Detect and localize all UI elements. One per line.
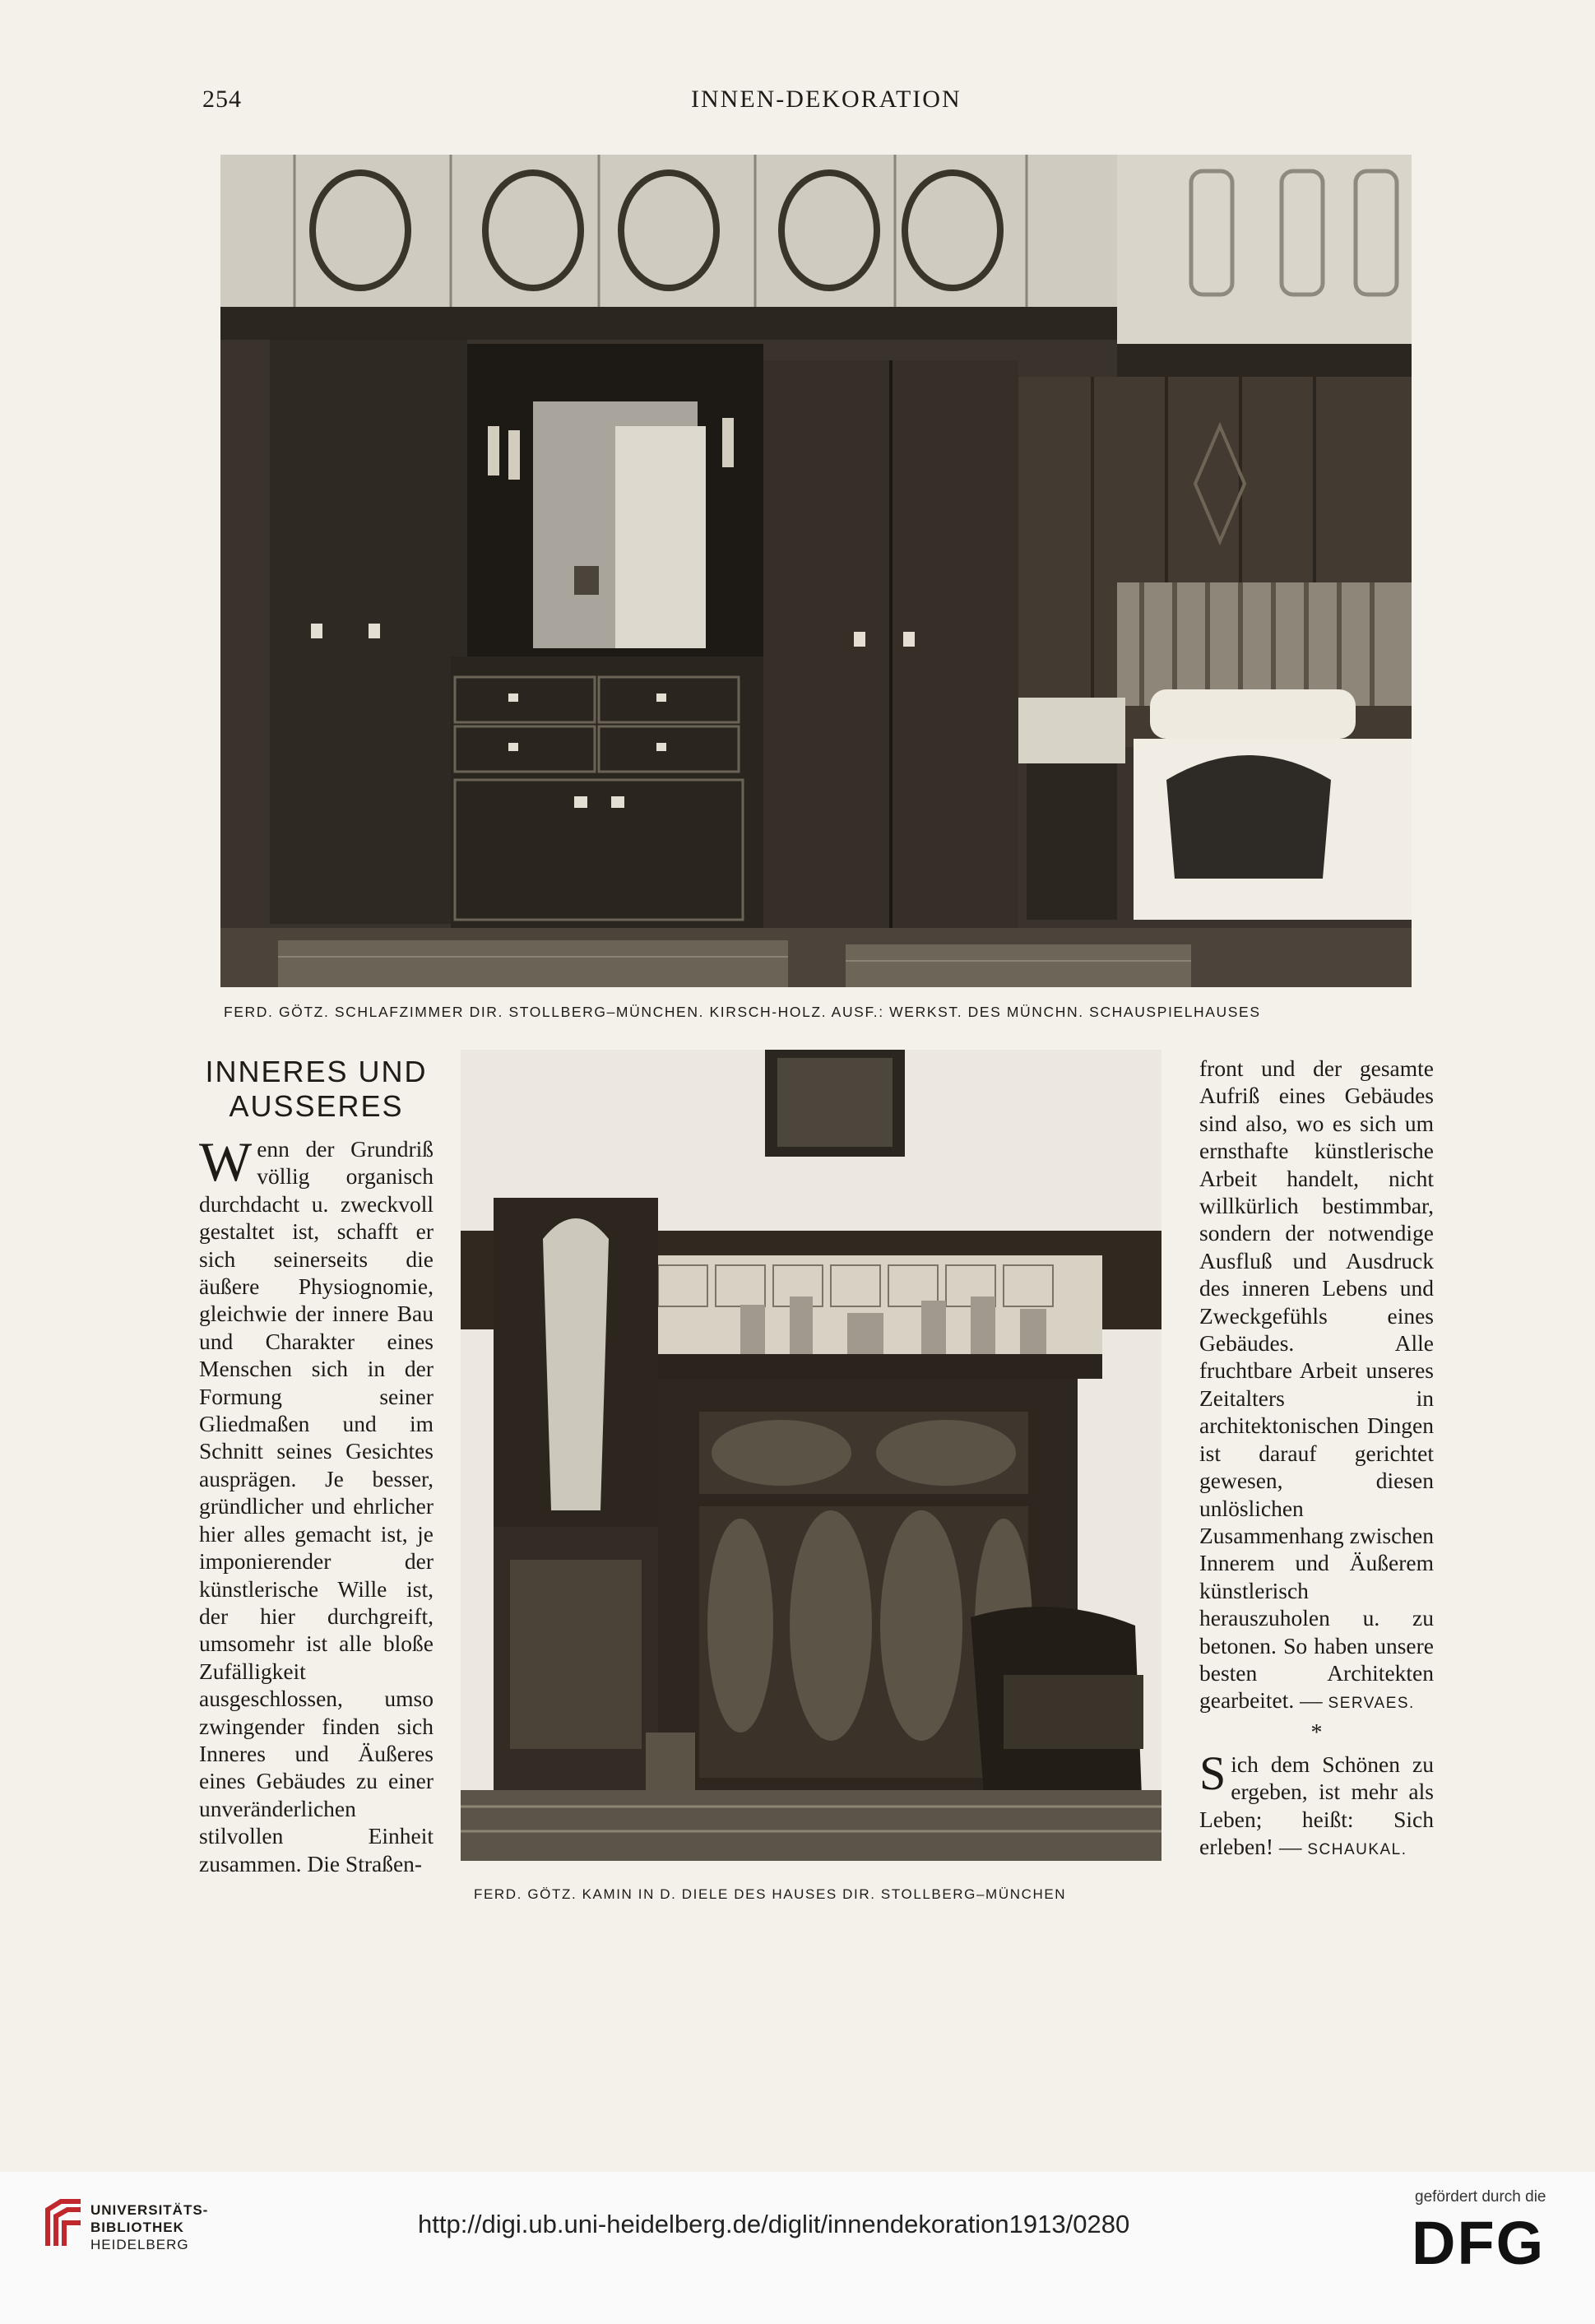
digitization-footer: [0, 2172, 1595, 2324]
figure-2-caption: FERD. GÖTZ. KAMIN IN D. DIELE DES HAUSES DIR. STOLLBERG–MÜNCHEN: [474, 1886, 1067, 1902]
right-body-text: front und der gesamte Aufriß eines Gebäudes sind also, wo es sich um ernsthafte künstlerische Arbeit handelt, nicht willkürlich bestimmbar, sondern der notwendige Ausfluß und Ausdruck des inneren Lebens und Zweckgefühls eines Gebäudes. Alle fruchtbare Arbeit unseres Zeitalters in architektonischen Dingen ist darauf gerichtet gewesen, diesen unlöslichen Zusammenhang zwischen Innerem und Äußerem künstlerisch herauszuholen u. zu betonen. So haben unsere besten Architekten gearbeitet. —: [1199, 1055, 1434, 1714]
bedroom-illustration: [220, 155, 1412, 987]
title-line-1: INNERES UND: [205, 1055, 428, 1088]
library-line-3: HEIDELBERG: [90, 2237, 189, 2252]
fireplace-photo: [461, 1050, 1161, 1861]
left-paragraph: [199, 1130, 434, 1877]
title-line-2: AUSSERES: [229, 1089, 404, 1123]
article-title: [199, 1055, 434, 1124]
library-name: [90, 2201, 208, 2253]
drop-cap-w: W: [199, 1130, 253, 1193]
section-separator: *: [1310, 1719, 1323, 1746]
right-column: [1199, 1055, 1434, 1863]
left-column: [199, 1055, 434, 1877]
source-url[interactable]: http://digi.ub.uni-heidelberg.de/diglit/innendekoration1913/0280: [418, 2210, 1130, 2238]
page-number: 254: [202, 86, 242, 113]
right-paragraph: [1199, 1055, 1434, 1718]
funding-note: gefördert durch die: [1415, 2188, 1546, 2206]
library-line-1: UNIVERSITÄTS-: [90, 2202, 209, 2218]
dfg-logo: DFG: [1412, 2209, 1546, 2277]
library-line-2: BIBLIOTHEK: [90, 2220, 184, 2235]
schaukal-signature: SCHAUKAL.: [1307, 1840, 1407, 1858]
bedroom-photo: [220, 155, 1412, 987]
left-body-text: enn der Grundriß völlig organisch durchdacht u. zweckvoll gestaltet ist, schafft er sich seinerseits die äußere Physiognomie, gleichwie der innere Bau und Charakter eines Menschen sich in der Formung seiner Gliedmaßen und im Schnitt seines Gesichtes ausprägen. Je besser, gründlicher und ehrlicher hier alles gemacht ist, je imponierender der künstlerische Wille ist, der hier durchgreift, umsomehr ist alle bloße Zufälligkeit ausgeschlossen, umso zwingender finden sich Inneres und Äußeres eines Gebäudes zu einer unveränderlichen stilvollen Einheit zusammen. Die Straßen-: [199, 1136, 434, 1876]
quote-text: ich dem Schönen zu ergeben, ist mehr als Leben; heißt: Sich erleben! —: [1199, 1751, 1434, 1859]
servaes-signature: SERVAES.: [1328, 1695, 1415, 1713]
running-title: INNEN-DEKORATION: [691, 86, 962, 113]
drop-cap-s: S: [1199, 1746, 1226, 1800]
quote-paragraph: [1199, 1746, 1434, 1864]
fireplace-illustration: [461, 1050, 1161, 1861]
figure-1-caption: FERD. GÖTZ. SCHLAFZIMMER DIR. STOLLBERG–MÜNCHEN. KIRSCH-HOLZ. AUSF.: WERKST. DES MÜNCHN. SCHAUSPIELHAUSES: [224, 1004, 1261, 1020]
library-logo-icon: [44, 2198, 84, 2249]
